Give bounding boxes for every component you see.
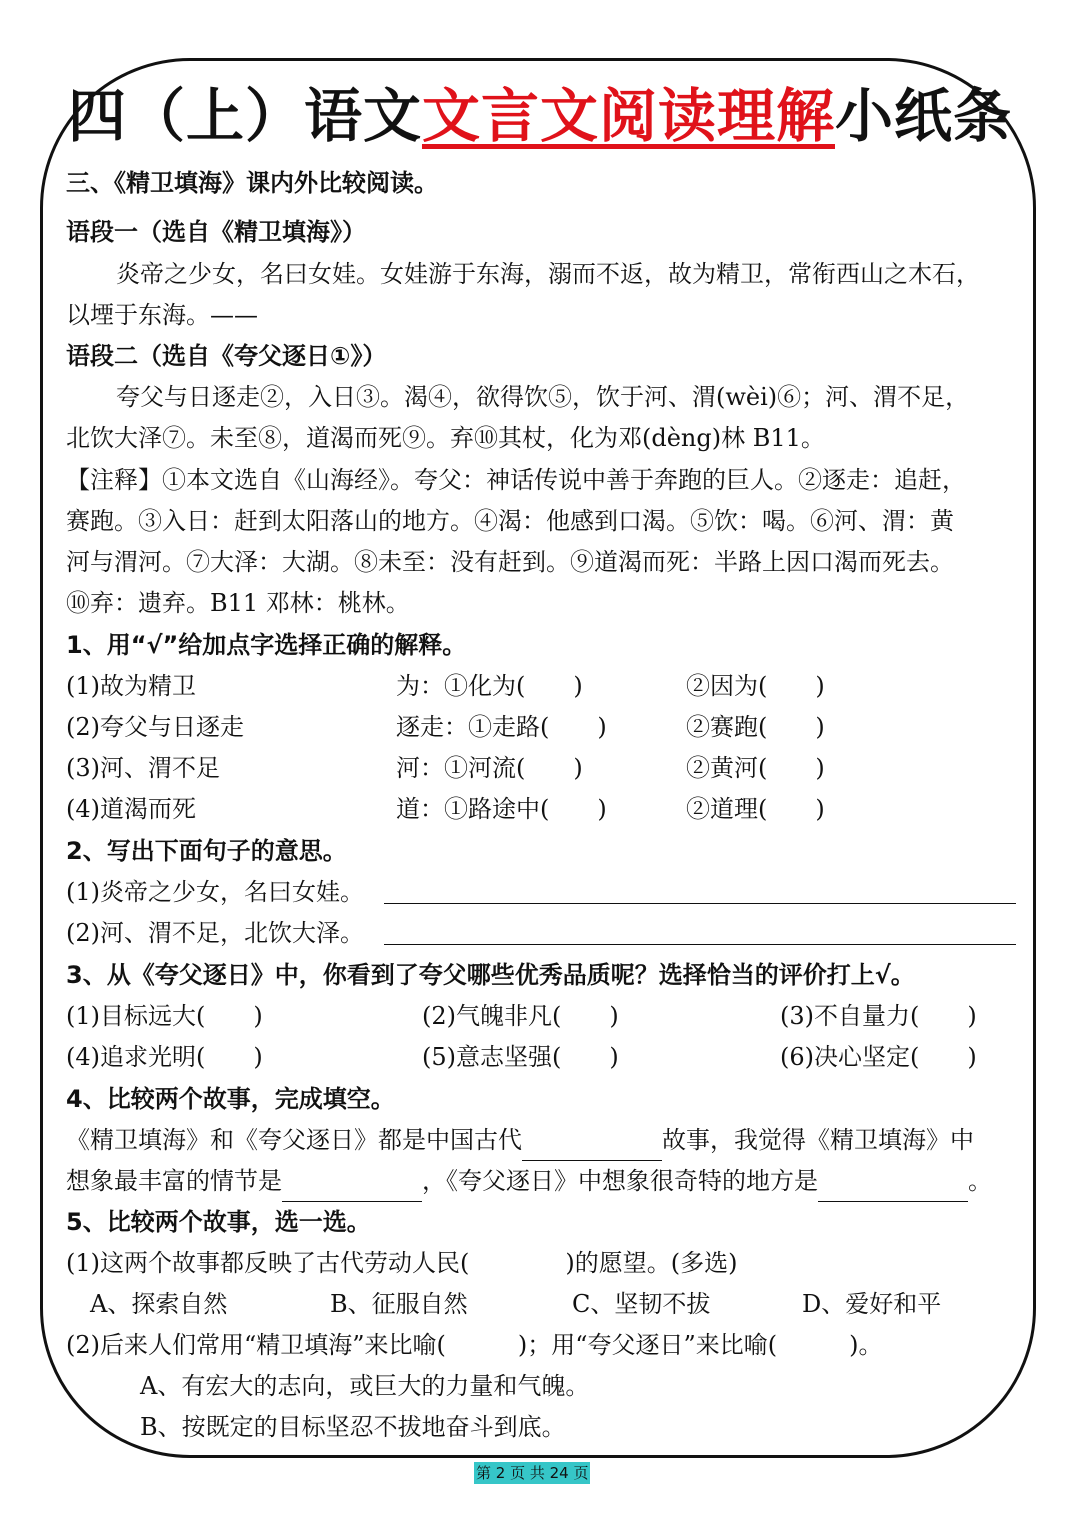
section-heading: 三、《精卫填海》课内外比较阅读。 [66, 169, 438, 197]
passage1-line2: 以堙于东海。—— [66, 301, 258, 329]
q4-text: 想象最丰富的情节是 [66, 1167, 282, 1195]
notes-line1: 【注释】①本文选自《山海经》。夸父：神话传说中善于奔跑的巨人。②逐走：追赶， [66, 466, 966, 494]
q1-row [66, 748, 1016, 789]
passage2-line1: 夸父与日逐走②，入日③。渴④，欲得饮⑤，饮于河、渭(wèi)⑥；河、渭不足， [116, 383, 970, 411]
q1-option-b: ②赛跑( ) [686, 713, 825, 741]
q3-item: (5)意志坚强( ) [422, 1043, 619, 1071]
title-part2: 小纸条 [835, 82, 1013, 150]
q1-item: (4)道渴而死 [66, 795, 196, 823]
q3-item: (4)追求光明( ) [66, 1043, 263, 1071]
title-part1: 四（上）语文 [67, 82, 422, 150]
passage2-heading: 语段二（选自《夸父逐日①》） [66, 342, 387, 370]
q1-item: (3)河、渭不足 [66, 754, 220, 782]
q2-sentence2: (2)河、渭不足，北饮大泽。 [66, 919, 364, 947]
q2-heading: 2、写出下面句子的意思。 [66, 837, 347, 865]
q1-heading: 1、用“√”给加点字选择正确的解释。 [66, 631, 467, 659]
q4-heading: 4、比较两个故事，完成填空。 [66, 1085, 395, 1113]
q4-text: 。 [968, 1167, 992, 1195]
q3-item: (1)目标远大( ) [66, 1002, 263, 1030]
q5-choice-b: B、按既定的目标坚忍不拔地奋斗到底。 [140, 1413, 566, 1441]
passage2-line2: 北饮大泽⑦。未至⑧，道渴而死⑨。弃⑩其杖，化为邓(dèng)林 B11。 [66, 424, 825, 452]
q1-item: (2)夸父与日逐走 [66, 713, 244, 741]
q5-option: D、爱好和平 [802, 1290, 942, 1318]
title-highlight: 文言文阅读理解 [421, 82, 835, 150]
q4-blank[interactable] [818, 1173, 968, 1202]
q4-line2 [66, 1161, 1016, 1202]
q1-option-a: 为：①化为( ) [396, 672, 583, 700]
notes-line2: 赛跑。③入日：赶到太阳落山的地方。④渴：他感到口渴。⑤饮：喝。⑥河、渭：黄 [66, 507, 954, 535]
q3-heading: 3、从《夸父逐日》中，你看到了夸父哪些优秀品质呢？选择恰当的评价打上√。 [66, 961, 915, 989]
q4-blank[interactable] [282, 1173, 422, 1202]
q1-item: (1)故为精卫 [66, 672, 196, 700]
passage1-heading: 语段一（选自《精卫填海》） [66, 218, 366, 246]
q2-answer-line1[interactable] [384, 903, 1016, 904]
q5-choice-a: A、有宏大的志向，或巨大的力量和气魄。 [140, 1372, 590, 1400]
q5-option: B、征服自然 [330, 1290, 468, 1318]
q4-text: 《精卫填海》和《夸父逐日》都是中国古代 [66, 1126, 522, 1154]
notes-line4: ⑩弃：遗弃。B11 邓林：桃林。 [66, 589, 410, 617]
q1-row [66, 707, 1016, 748]
q1-row [66, 789, 1016, 830]
q5-option: C、坚韧不拔 [572, 1290, 711, 1318]
q1-option-b: ②黄河( ) [686, 754, 825, 782]
q5-sentence1: (1)这两个故事都反映了古代劳动人民( )的愿望。(多选) [66, 1249, 738, 1277]
q5-option: A、探索自然 [90, 1290, 228, 1318]
q4-text: 故事，我觉得《精卫填海》中 [662, 1126, 974, 1154]
q2-answer-line2[interactable] [384, 944, 1016, 945]
notes-line3: 河与渭河。⑦大泽：大湖。⑧未至：没有赶到。⑨道渴而死：半路上因口渴而死去。 [66, 548, 954, 576]
q5-sentence2: (2)后来人们常用“精卫填海”来比喻( )；用“夸父逐日”来比喻( )。 [66, 1331, 883, 1359]
q3-item: (6)决心坚定( ) [780, 1043, 977, 1071]
q1-option-a: 河：①河流( ) [396, 754, 583, 782]
q1-option-a: 道：①路途中( ) [396, 795, 607, 823]
passage1-line1: 炎帝之少女，名曰女娃。女娃游于东海，溺而不返，故为精卫，常衔西山之木石， [116, 260, 980, 288]
q4-blank[interactable] [522, 1132, 662, 1161]
q4-line1 [66, 1120, 1016, 1161]
q1-option-b: ②道理( ) [686, 795, 825, 823]
q1-row [66, 666, 1016, 707]
q1-option-b: ②因为( ) [686, 672, 825, 700]
q3-item: (2)气魄非凡( ) [422, 1002, 619, 1030]
q3-item: (3)不自量力( ) [780, 1002, 977, 1030]
page-number: 第 2 页 共 24 页 [476, 1464, 589, 1482]
q2-sentence1: (1)炎帝之少女，名曰女娃。 [66, 878, 364, 906]
q5-heading: 5、比较两个故事，选一选。 [66, 1208, 371, 1236]
page-title [0, 80, 1080, 152]
q4-text: ，《夸父逐日》中想象很奇特的地方是 [422, 1167, 818, 1195]
q1-option-a: 逐走：①走路( ) [396, 713, 607, 741]
